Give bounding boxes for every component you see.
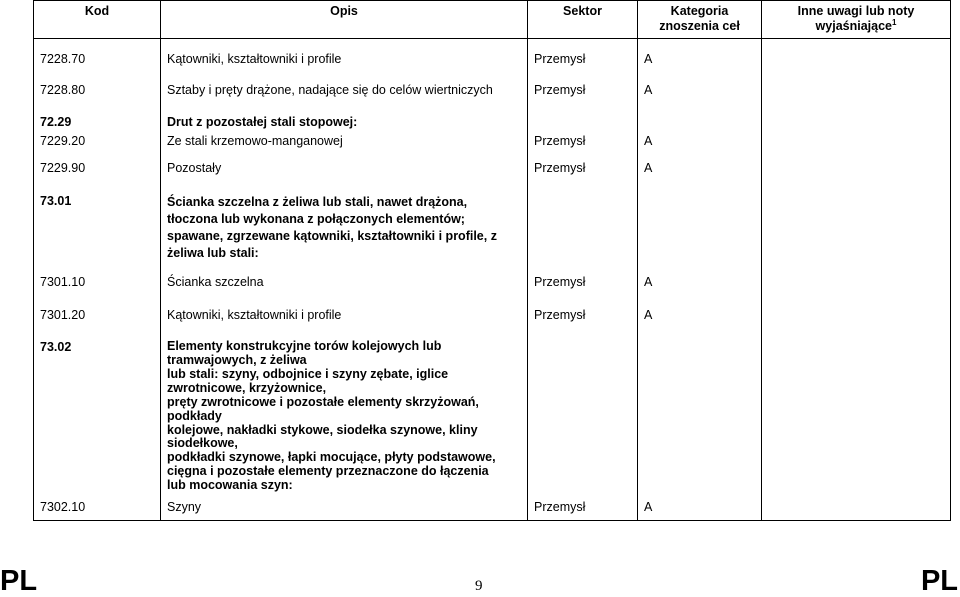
cell-sector: Przemysł xyxy=(528,500,638,521)
description-line: kolejowe, nakładki stykowe, siodełka szynowe, kliny xyxy=(167,422,478,437)
cell-category xyxy=(638,115,762,134)
cell-notes xyxy=(762,340,951,500)
cell-sector: Przemysł xyxy=(528,52,638,83)
table-row-heading xyxy=(34,115,951,134)
cell-category: A xyxy=(638,83,762,115)
cell-sector xyxy=(528,194,638,275)
header-category xyxy=(638,1,762,39)
cell-code: 7228.80 xyxy=(34,83,161,115)
cell-sector xyxy=(528,340,638,500)
tariff-table xyxy=(33,0,951,521)
cell-category xyxy=(638,340,762,500)
cell-notes xyxy=(762,308,951,340)
cell-notes xyxy=(762,115,951,134)
table-row xyxy=(34,134,951,161)
cell-category: A xyxy=(638,161,762,194)
table-row xyxy=(34,161,951,194)
cell-sector: Przemysł xyxy=(528,308,638,340)
description-line: Elementy konstrukcyjne torów kolejowych lub xyxy=(167,339,442,354)
cell-description: Pozostały xyxy=(161,161,528,194)
header-row xyxy=(34,1,951,39)
cell-code: 7229.20 xyxy=(34,134,161,161)
cell-code: 7228.70 xyxy=(34,52,161,83)
cell-code: 73.02 xyxy=(34,340,161,500)
cell-category: A xyxy=(638,500,762,521)
cell-sector xyxy=(528,115,638,134)
header-code: Kod xyxy=(34,1,161,39)
cell-description: Kątowniki, kształtowniki i profile xyxy=(161,308,528,340)
header-notes-footnote: 1 xyxy=(892,17,897,27)
cell-code: 7301.10 xyxy=(34,275,161,308)
cell-category: A xyxy=(638,52,762,83)
table-row xyxy=(34,275,951,308)
page-number: 9 xyxy=(475,578,483,594)
cell-notes xyxy=(762,194,951,275)
cell-description: Ścianka szczelna xyxy=(161,275,528,308)
cell-category: A xyxy=(638,275,762,308)
spacer-row xyxy=(34,39,951,52)
cell-notes xyxy=(762,52,951,83)
header-notes xyxy=(762,1,951,39)
header-description: Opis xyxy=(161,1,528,39)
description-line: tramwajowych, z żeliwa xyxy=(167,352,307,367)
header-notes-line1: Inne uwagi lub noty xyxy=(797,4,915,18)
cell-description xyxy=(161,340,528,500)
description-line: cięgna i pozostałe elementy przeznaczone do łączenia xyxy=(167,464,489,479)
cell-notes xyxy=(762,83,951,115)
cell-sector: Przemysł xyxy=(528,161,638,194)
cell-category: A xyxy=(638,134,762,161)
cell-category xyxy=(638,194,762,275)
header-sector: Sektor xyxy=(528,1,638,39)
header-notes-line2: wyjaśniające xyxy=(815,19,892,33)
cell-sector: Przemysł xyxy=(528,83,638,115)
cell-code: 72.29 xyxy=(34,115,161,134)
cell-notes xyxy=(762,275,951,308)
description-line: lub mocowania szyn: xyxy=(167,478,293,493)
description-line: pręty zwrotnicowe i pozostałe elementy skrzyżowań, xyxy=(167,394,479,409)
cell-code: 7229.90 xyxy=(34,161,161,194)
description-line: siodełkowe, xyxy=(167,436,238,451)
cell-description: Szyny xyxy=(161,500,528,521)
cell-notes xyxy=(762,134,951,161)
cell-sector: Przemysł xyxy=(528,275,638,308)
cell-description: Sztaby i pręty drążone, nadające się do celów wiertniczych xyxy=(161,83,528,115)
header-category-line1: Kategoria xyxy=(670,4,729,18)
footer-country-code-left: PL xyxy=(0,565,38,597)
footer-country-code-right: PL xyxy=(920,565,958,597)
cell-description: Drut z pozostałej stali stopowej: xyxy=(161,115,528,134)
cell-code: 7301.20 xyxy=(34,308,161,340)
table-row-heading xyxy=(34,194,951,275)
cell-description: Kątowniki, kształtowniki i profile xyxy=(161,52,528,83)
description-line: zwrotnicowe, krzyżownice, xyxy=(167,380,327,395)
cell-description: Ze stali krzemowo-manganowej xyxy=(161,134,528,161)
description-line: podkłady xyxy=(167,408,222,423)
table-row xyxy=(34,500,951,521)
table-row xyxy=(34,308,951,340)
cell-notes xyxy=(762,161,951,194)
table-row xyxy=(34,83,951,115)
cell-code: 7302.10 xyxy=(34,500,161,521)
cell-description: Ścianka szczelna z żeliwa lub stali, nawet drążona, tłoczona lub wykonana z połączonych elementów; spawane, zgrzewane kątowniki, kształtowniki i profile, z żeliwa lub stali: xyxy=(161,194,528,275)
table-row xyxy=(34,52,951,83)
cell-category: A xyxy=(638,308,762,340)
cell-notes xyxy=(762,500,951,521)
description-line: lub stali: szyny, odbojnice i szyny zębate, iglice xyxy=(167,366,449,381)
cell-sector: Przemysł xyxy=(528,134,638,161)
table-row-heading xyxy=(34,340,951,500)
header-category-line2: znoszenia ceł xyxy=(659,19,740,33)
description-line: podkładki szynowe, łapki mocujące, płyty podstawowe, xyxy=(167,450,496,465)
cell-code: 73.01 xyxy=(34,194,161,275)
